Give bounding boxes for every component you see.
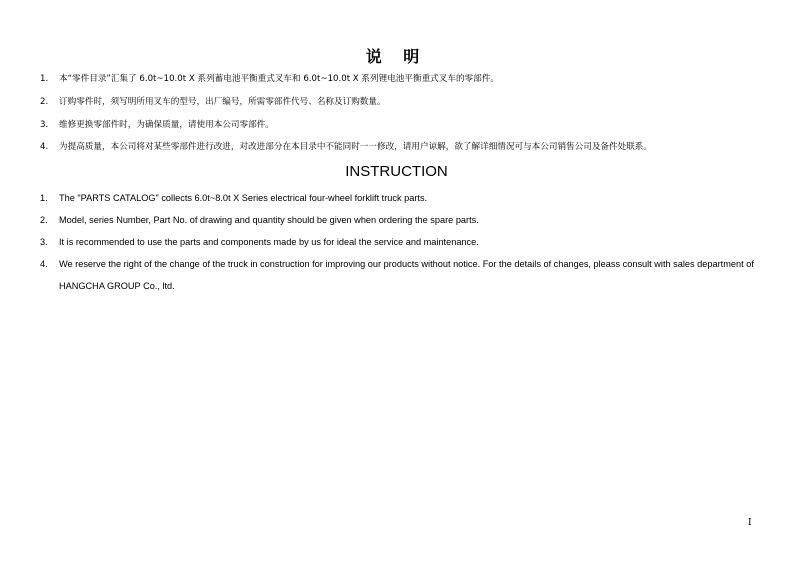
english-title: INSTRUCTION	[345, 163, 448, 180]
cn-list-item-4	[40, 136, 760, 158]
item-number: 1.	[40, 193, 48, 203]
cn-list-item-2	[40, 91, 760, 113]
item-text: It is recommended to use the parts and components made by us for ideal the service and maintenance.	[59, 237, 479, 247]
cn-list-item-3	[40, 114, 760, 136]
item-number: 1.	[40, 74, 49, 84]
page-number: I	[748, 518, 752, 528]
en-list-item-2	[40, 209, 760, 231]
en-list-item-3	[40, 231, 760, 253]
item-number: 3.	[40, 237, 48, 247]
item-number: 2.	[40, 215, 48, 225]
item-number: 3.	[40, 120, 49, 130]
item-text: Model, series Number, Part No. of drawing and quantity should be given when ordering the spare parts.	[59, 215, 479, 225]
chinese-title: 说 明	[365, 47, 428, 66]
item-text: 本“零件目录”汇集了 6.0t~10.0t X 系列蓄电池平衡重式叉车和 6.0t~10.0t X 系列锂电池平衡重式叉车的零部件。	[59, 74, 499, 84]
item-number: 4.	[40, 142, 49, 152]
en-list-item-4	[40, 253, 756, 297]
item-number: 4.	[40, 259, 48, 269]
item-text: 维修更换零部件时，为确保质量，请使用本公司零部件。	[59, 120, 274, 130]
item-text: 订购零件时，须写明所用叉车的型号，出厂编号，所需零部件代号、名称及订购数量。	[59, 97, 386, 107]
en-list-item-1	[40, 187, 760, 209]
cn-list-item-1	[40, 68, 760, 90]
item-text: We reserve the right of the change of the truck in construction for improving our products without notice. For the details of changes, pleass consult with sales department of HANGCHA GROUP Co., ltd.	[59, 259, 754, 291]
item-number: 2.	[40, 97, 49, 107]
item-text: The "PARTS CATALOG" collects 6.0t~8.0t X Series electrical four-wheel forklift truck parts.	[59, 193, 428, 203]
item-text: 为提高质量，本公司将对某些零部件进行改进，对改进部分在本目录中不能同时一一修改，请用户谅解，欲了解详细情况可与本公司销售公司及备件处联系。	[59, 142, 652, 152]
